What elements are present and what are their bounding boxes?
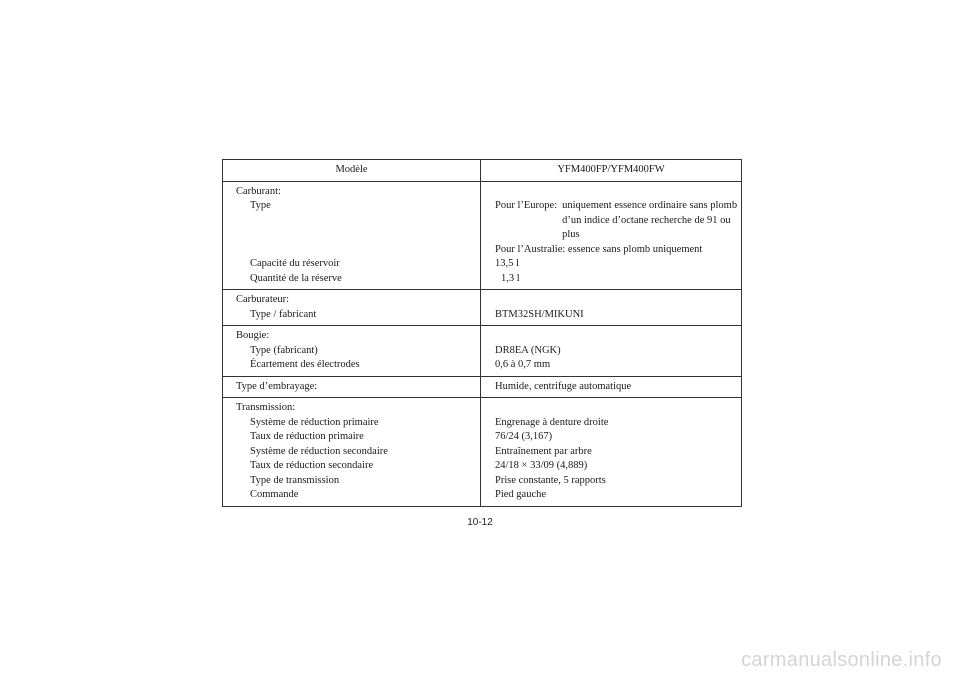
spacer xyxy=(236,228,480,243)
header-model-value: YFM400FP/YFM400FW xyxy=(481,160,742,182)
bougie-values xyxy=(481,326,742,377)
carburant-europe-label: Pour l’Europe: xyxy=(495,200,558,211)
transmission-title: Transmission: xyxy=(236,402,296,413)
carburateur-values xyxy=(481,290,742,326)
spec-table xyxy=(222,159,742,507)
carburateur-row xyxy=(223,290,742,326)
bougie-ecart-label: Écartement des électrodes xyxy=(250,359,360,370)
transmission-item-label: Taux de réduction primaire xyxy=(250,431,364,442)
carburant-values xyxy=(481,181,742,290)
carburant-capacite-label: Capacité du réservoir xyxy=(250,258,340,269)
page-number: 10-12 xyxy=(467,517,493,528)
bougie-ecart-value: 0,6 à 0,7 mm xyxy=(495,359,551,370)
bougie-type-label: Type (fabricant) xyxy=(250,344,318,356)
bougie-type-value: DR8EA (NGK) xyxy=(495,344,561,356)
bougie-row xyxy=(223,326,742,377)
watermark[interactable]: carmanualsonline.info xyxy=(741,649,942,671)
embrayage-row xyxy=(223,376,742,398)
carburateur-labels xyxy=(223,290,481,326)
bougie-labels xyxy=(223,326,481,377)
header-row xyxy=(223,160,742,182)
carburant-reserve-value: 1,3 l xyxy=(501,272,520,284)
embrayage-label: Type d’embrayage: xyxy=(236,380,318,392)
carburant-title: Carburant: xyxy=(236,185,281,197)
spacer xyxy=(236,243,480,258)
carburant-reserve-label: Quantité de la réserve xyxy=(250,272,342,284)
spacer xyxy=(495,185,741,200)
carburateur-title: Carburateur: xyxy=(236,294,290,305)
transmission-item-value: Entraînement par arbre xyxy=(495,445,592,457)
carburant-type-label: Type xyxy=(250,200,271,211)
transmission-values xyxy=(481,398,742,507)
embrayage-value: Humide, centrifuge automatique xyxy=(495,380,632,392)
transmission-item-label: Commande xyxy=(250,489,299,500)
transmission-labels xyxy=(223,398,481,507)
spacer xyxy=(495,329,741,344)
transmission-item-label: Taux de réduction secondaire xyxy=(250,460,374,471)
carburateur-type-label: Type / fabricant xyxy=(250,308,317,320)
transmission-item-value: 24/18 × 33/09 (4,889) xyxy=(495,460,588,471)
embrayage-value-cell xyxy=(481,376,742,398)
carburant-labels xyxy=(223,181,481,290)
transmission-item-label: Type de transmission xyxy=(250,474,340,486)
bougie-title: Bougie: xyxy=(236,330,270,341)
spacer xyxy=(495,293,741,308)
header-model-label: Modèle xyxy=(223,160,481,182)
carburant-capacite-value: 13,5 l xyxy=(495,258,519,269)
carburant-row xyxy=(223,181,742,290)
transmission-item-value: Pied gauche xyxy=(495,489,547,500)
carburant-europe-text: uniquement essence ordinaire sans plomb d’un indice d’octane recherche de 91 ou plus xyxy=(562,200,738,240)
carburant-europe xyxy=(495,199,741,243)
transmission-row xyxy=(223,398,742,507)
embrayage-label-cell xyxy=(223,376,481,398)
spacer xyxy=(495,401,741,416)
spacer xyxy=(236,214,480,229)
transmission-item-label: Système de réduction secondaire xyxy=(250,445,388,457)
carburateur-type-value: BTM32SH/MIKUNI xyxy=(495,308,584,320)
transmission-item-value: 76/24 (3,167) xyxy=(495,431,553,442)
carburant-australie-text: Pour l’Australie: essence sans plomb uniquement xyxy=(495,243,703,255)
transmission-item-value: Engrenage à denture droite xyxy=(495,416,609,428)
transmission-item-label: Système de réduction primaire xyxy=(250,416,379,428)
transmission-item-value: Prise constante, 5 rapports xyxy=(495,474,606,486)
